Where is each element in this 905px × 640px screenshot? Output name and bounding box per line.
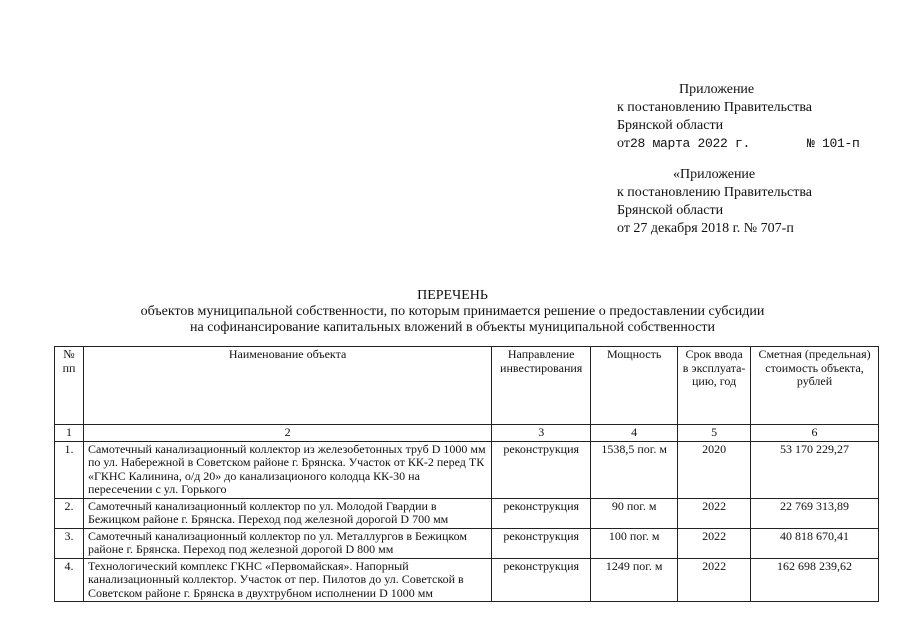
column-number-6: 6 — [751, 425, 879, 442]
row-direction: реконструкция — [492, 498, 591, 528]
row-direction: реконструкция — [492, 528, 591, 558]
header-line-resolution: к постановлению Правительства — [617, 100, 813, 115]
row-cost: 40 818 670,41 — [751, 528, 879, 558]
row-cost: 162 698 239,62 — [751, 558, 879, 602]
table-row — [55, 441, 879, 498]
row-object-name: Самотечный канализационный коллектор по ул. Молодой Гвардии в Бежицком районе г. Брянска. Переход под железной дорогой D 700 мм — [83, 498, 491, 528]
row-object-name: Технологический комплекс ГКНС «Первомайская». Напорный канализационный коллектор. Участок от пер. Пилотов до ул. Советской в Советском районе г. Брянска в двухтрубном исполнении D 1000 мм — [83, 558, 491, 602]
header-cell-direction: Направление инвестирования — [492, 347, 591, 425]
column-number-4: 4 — [591, 425, 678, 442]
header-line-region: Брянской области — [617, 118, 724, 133]
column-number-2: 2 — [83, 425, 491, 442]
header-cell-year: Срок ввода в эксплуата-цию, год — [678, 347, 751, 425]
header-cell-name: Наименование объекта — [83, 347, 491, 425]
header-cell-cost: Сметная (предельная) стоимость объекта, рублей — [751, 347, 879, 425]
row-capacity: 1538,5 пог. м — [591, 441, 678, 498]
header-cell-number: № пп — [55, 347, 84, 425]
row-cost: 22 769 313,89 — [751, 498, 879, 528]
header2-line-appendix: «Приложение — [673, 167, 756, 182]
table-row — [55, 528, 879, 558]
list-subtitle-2: на софинансирование капитальных вложений в объекты муниципальной собственности — [189, 320, 716, 335]
row-number: 1. — [55, 441, 84, 498]
row-year: 2022 — [678, 528, 751, 558]
list-title: ПЕРЕЧЕНЬ — [417, 288, 488, 303]
row-object-name: Самотечный канализационный коллектор по ул. Металлургов в Бежицком районе г. Брянска. Переход под железной дорогой D 800 мм — [83, 528, 491, 558]
objects-table — [54, 346, 879, 602]
table-row — [55, 558, 879, 602]
row-capacity: 90 пог. м — [591, 498, 678, 528]
row-object-name: Самотечный канализационный коллектор из железобетонных труб D 1000 мм по ул. Набережной в Советском районе г. Брянска. Участок от КК-2 перед ТК «ГКНС Калинина, о/д 20» до канализационого колодца КК-30 на пересечении с ул. Горького — [83, 441, 491, 498]
header-cell-capacity: Мощность — [591, 347, 678, 425]
row-direction: реконструкция — [492, 558, 591, 602]
row-number: 2. — [55, 498, 84, 528]
row-direction: реконструкция — [492, 441, 591, 498]
row-year: 2022 — [678, 558, 751, 602]
table-row — [55, 498, 879, 528]
row-year: 2022 — [678, 498, 751, 528]
document-number: № 101-п — [807, 136, 860, 151]
original-appendix-header — [617, 166, 812, 238]
row-capacity: 100 пог. м — [591, 528, 678, 558]
row-number: 3. — [55, 528, 84, 558]
column-number-1: 1 — [55, 425, 84, 442]
header2-line-date: от 27 декабря 2018 г. № 707-п — [617, 221, 794, 236]
list-subtitle-1: объектов муниципальной собственности, по которым принимается решение о предоставлении субсидии — [140, 304, 765, 319]
date-prefix: от — [617, 136, 630, 151]
header2-line-region: Брянской области — [617, 203, 724, 218]
column-number-5: 5 — [678, 425, 751, 442]
column-number-3: 3 — [492, 425, 591, 442]
header2-line-resolution: к постановлению Правительства — [617, 185, 813, 200]
date-value: 28 марта 2022 г. — [629, 136, 750, 151]
appendix-header — [617, 81, 860, 153]
header-line-appendix: Приложение — [679, 82, 755, 97]
row-number: 4. — [55, 558, 84, 602]
row-year: 2020 — [678, 441, 751, 498]
header-line-date — [617, 135, 860, 153]
row-capacity: 1249 пог. м — [591, 558, 678, 602]
row-cost: 53 170 229,27 — [751, 441, 879, 498]
